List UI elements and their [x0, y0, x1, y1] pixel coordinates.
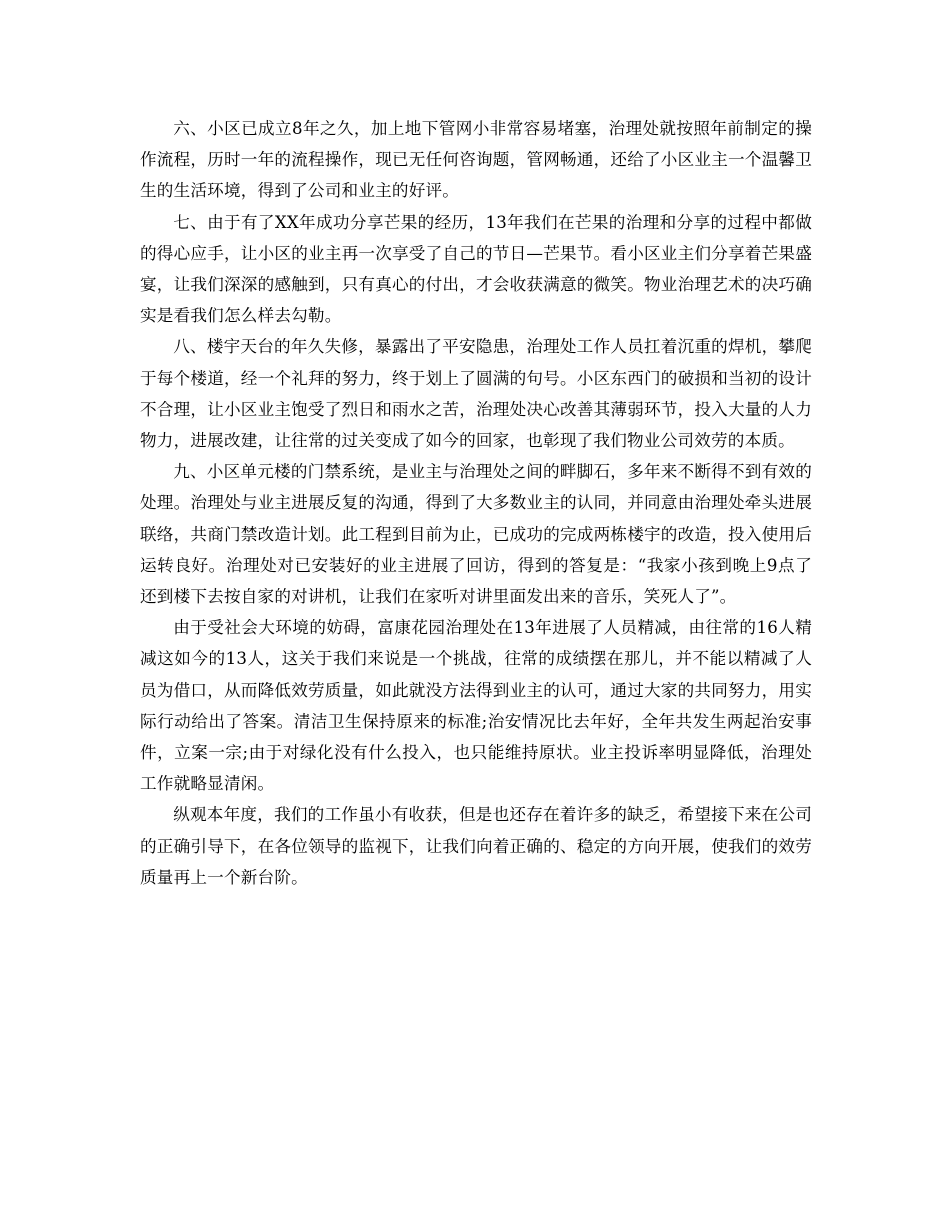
paragraph-item-9: 九、小区单元楼的门禁系统，是业主与治理处之间的畔脚石，多年来不断得不到有效的处理。治理处与业主进展反复的沟通，得到了大多数业主的认同，并同意由治理处牵头进展联络，共商门禁改造计划。此工程到目前为止，已成功的完成两栋楼宇的改造，投入使用后运转良好。治理处对已安装好的业主进展了回访，得到的答复是：“我家小孩到晚上9点了还到楼下去按自家的对讲机，让我们在家听对讲里面发出来的音乐，笑死人了”。	[140, 462, 812, 607]
paragraph-staffing: 由于受社会大环境的妨碍，富康花园治理处在13年进展了人员精减，由往常的16人精减这如今的13人，这关于我们来说是一个挑战，往常的成绩摆在那儿，并不能以精减了人员为借口，从而降低效劳质量，如此就没方法得到业主的认可，通过大家的共同努力，用实际行动给出了答案。清洁卫生保持原来的标准;治安情况比去年好，全年共发生两起治安事件，立案一宗;由于对绿化没有什么投入，也只能维持原状。业主投诉率明显降低，治理处工作就略显清闲。	[140, 618, 812, 794]
paragraph-item-7: 七、由于有了XX年成功分享芒果的经历，13年我们在芒果的治理和分享的过程中都做的得心应手，让小区的业主再一次享受了自己的节日—芒果节。看小区业主们分享着芒果盛宴，让我们深深的感触到，只有真心的付出，才会收获满意的微笑。物业治理艺术的决巧确实是看我们怎么样去勾勒。	[140, 212, 812, 326]
document-body	[140, 113, 812, 893]
paragraph-item-8: 八、楼宇天台的年久失修，暴露出了平安隐患，治理处工作人员扛着沉重的焊机，攀爬于每个楼道，经一个礼拜的努力，终于划上了圆满的句号。小区东西门的破损和当初的设计不合理，让小区业主饱受了烈日和雨水之苦，治理处决心改善其薄弱环节，投入大量的人力物力，进展改建，让往常的过关变成了如今的回家，也彰现了我们物业公司效劳的本质。	[140, 337, 812, 451]
paragraph-conclusion: 纵观本年度，我们的工作虽小有收获，但是也还存在着许多的缺乏，希望接下来在公司的正确引导下，在各位领导的监视下，让我们向着正确的、稳定的方向开展，使我们的效劳质量再上一个新台阶。	[140, 805, 812, 887]
paragraph-item-6: 六、小区已成立8年之久，加上地下管网小非常容易堵塞，治理处就按照年前制定的操作流程，历时一年的流程操作，现已无任何咨询题，管网畅通，还给了小区业主一个温馨卫生的生活环境，得到了公司和业主的好评。	[140, 119, 812, 201]
